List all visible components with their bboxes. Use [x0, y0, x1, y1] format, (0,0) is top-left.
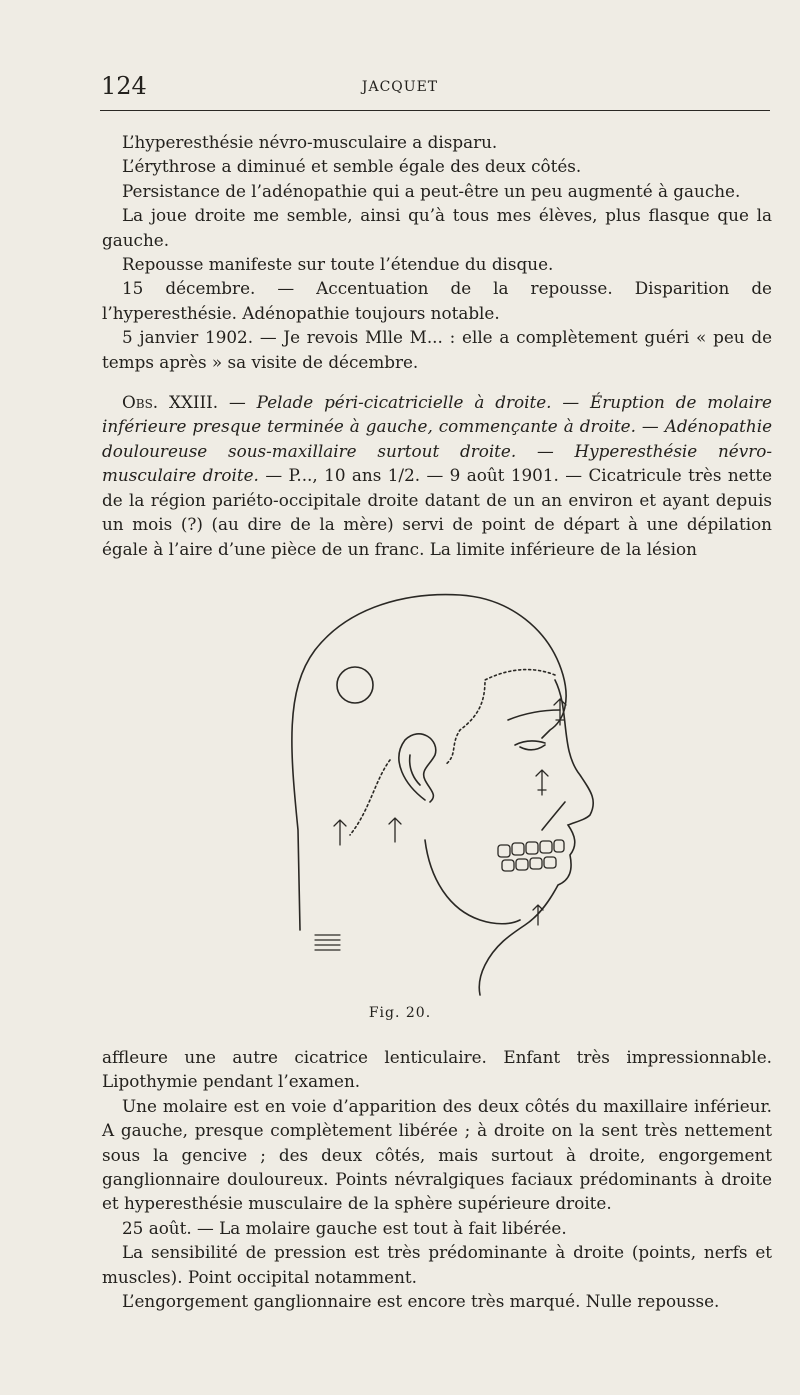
top-text	[102, 130, 772, 561]
observation-label: Obs. XXIII.	[122, 392, 219, 413]
head-profile-figure	[280, 580, 620, 1000]
header-rule	[100, 110, 770, 111]
paragraph: affleure une autre cicatrice lenticulaire. Enfant très impressionnable. Lipothymie pendant l’examen.	[102, 1047, 772, 1092]
pressure-points	[334, 699, 566, 925]
running-title: JACQUET	[361, 79, 439, 95]
teeth	[498, 840, 564, 871]
observation-title: — Pelade péri-cicatricielle à droite. — Éruption de molaire inférieure presque terminée à gauche, commençante à droite. — Adénopathie douloureuse sous-maxillaire surtout droite. — Hyperesthésie névro-musculaire droite.	[102, 392, 772, 486]
lesion-circle	[337, 667, 373, 703]
face-profile	[479, 680, 593, 995]
bottom-text	[102, 1045, 772, 1313]
paragraph: 15 décembre. — Accentuation de la repousse. Disparition de l’hyperesthésie. Adénopathie toujours notable.	[102, 278, 772, 323]
observation-text: — P..., 10 ans 1/2. — 9 août 1901. — Cicatricule très nette de la région pariéto-occipitale droite datant de un an environ et ayant depuis un mois (?) (au dire de la mère) servi de point de départ à une dépilation égale à l’aire d’une pièce de un franc. La limite inférieure de la lésion	[102, 465, 773, 559]
paragraph: 25 août. — La molaire gauche est tout à fait libérée.	[122, 1217, 567, 1238]
paragraph: 5 janvier 1902. — Je revois Mlle M... : elle a complètement guéri « peu de temps après » sa visite de décembre.	[102, 327, 772, 372]
paragraph: Repousse manifeste sur toute l’étendue du disque.	[122, 254, 554, 275]
page-number: 124	[101, 72, 147, 100]
head-outline	[292, 595, 566, 930]
paragraph: L’engorgement ganglionnaire est encore très marqué. Nulle repousse.	[122, 1291, 720, 1312]
ear	[399, 734, 436, 802]
eye	[515, 741, 545, 750]
paragraph: Une molaire est en voie d’apparition des deux côtés du maxillaire inférieur. A gauche, presque complètement libérée ; à droite on la sent très nettement sous la gencive ; des deux côtés, mais surtout à droite, engorgement ganglionnaire douloureux. Points névralgiques faciaux prédominants à droite et hyperesthésie musculaire de la sphère supérieure droite.	[102, 1095, 772, 1214]
hairline	[445, 670, 555, 765]
paragraph: Persistance de l’adénopathie qui a peut-être un peu augmenté à gauche.	[122, 180, 741, 201]
figure-caption: Fig. 20.	[368, 1005, 432, 1021]
paragraph: La sensibilité de pression est très prédominante à droite (points, nerfs et muscles). Point occipital notamment.	[102, 1242, 772, 1287]
paragraph: L’hyperesthésie névro-musculaire a disparu.	[122, 132, 498, 152]
observation-paragraph	[102, 390, 772, 561]
paragraph: L’érythrose a diminué et semble égale des deux côtés.	[122, 156, 582, 177]
eyebrow	[508, 710, 560, 720]
jaw-line	[425, 840, 520, 924]
paragraph: La joue droite me semble, ainsi qu’à tous mes élèves, plus flasque que la gauche.	[102, 205, 772, 250]
scale-mark	[315, 935, 340, 950]
